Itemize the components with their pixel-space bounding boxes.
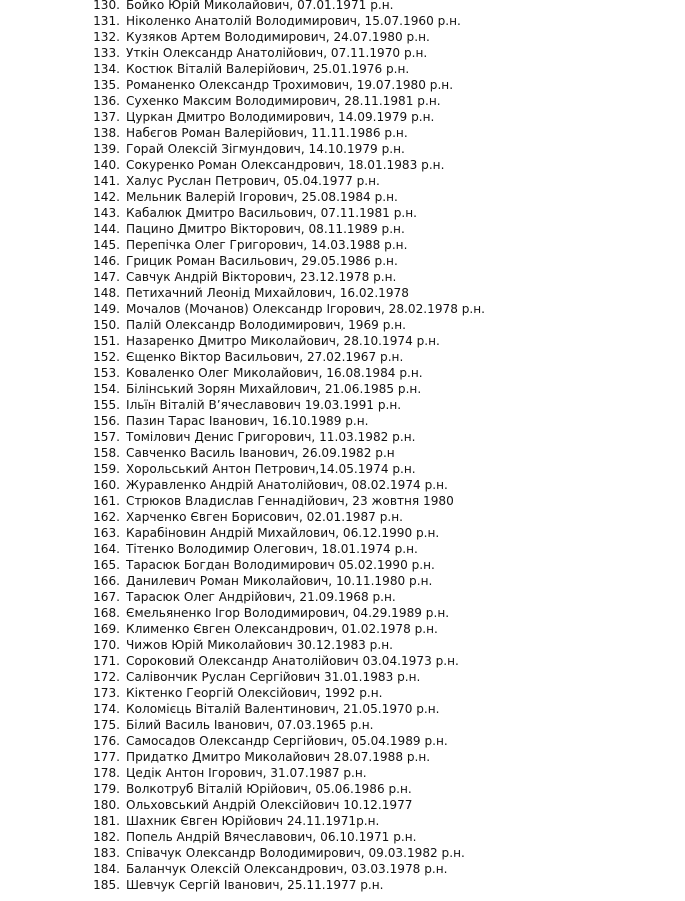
item-number: 143. bbox=[93, 206, 120, 220]
item-text: Чижов Юрій Миколайович 30.12.1983 р.н. bbox=[126, 638, 393, 652]
item-number: 151. bbox=[93, 334, 120, 348]
item-text: Пацино Дмитро Вікторович, 08.11.1989 р.н. bbox=[126, 222, 405, 236]
item-text: Палій Олександр Володимирович, 1969 р.н. bbox=[126, 318, 406, 332]
item-number: 176. bbox=[93, 734, 120, 748]
item-text: Цедік Антон Ігорович, 31.07.1987 р.н. bbox=[126, 766, 367, 780]
item-text: Цуркан Дмитро Володимирович, 14.09.1979 р.н. bbox=[126, 110, 435, 124]
item-number: 160. bbox=[93, 478, 120, 492]
item-number: 159. bbox=[93, 462, 120, 476]
item-text: Шахник Євген Юрійович 24.11.1971р.н. bbox=[126, 814, 380, 828]
item-text: Харченко Євген Борисович, 02.01.1987 р.н. bbox=[126, 510, 403, 524]
item-text: Савченко Василь Іванович, 26.09.1982 р.н bbox=[126, 446, 395, 460]
item-number: 168. bbox=[93, 606, 120, 620]
item-text: Кіктенко Георгій Олексійович, 1992 р.н. bbox=[126, 686, 383, 700]
item-number: 167. bbox=[93, 590, 120, 604]
item-text: Єщенко Віктор Васильович, 27.02.1967 р.н. bbox=[126, 350, 404, 364]
item-text: Халус Руслан Петрович, 05.04.1977 р.н. bbox=[126, 174, 380, 188]
item-number: 146. bbox=[93, 254, 120, 268]
item-number: 181. bbox=[93, 814, 120, 828]
item-number: 141. bbox=[93, 174, 120, 188]
item-number: 134. bbox=[93, 62, 120, 76]
item-number: 185. bbox=[93, 878, 120, 892]
item-number: 166. bbox=[93, 574, 120, 588]
item-number: 172. bbox=[93, 670, 120, 684]
item-number: 183. bbox=[93, 846, 120, 860]
item-number: 157. bbox=[93, 430, 120, 444]
item-number: 148. bbox=[93, 286, 120, 300]
item-number: 145. bbox=[93, 238, 120, 252]
item-text: Кабалюк Дмитро Васильович, 07.11.1981 р.н. bbox=[126, 206, 417, 220]
item-text: Грицик Роман Васильович, 29.05.1986 р.н. bbox=[126, 254, 398, 268]
item-text: Ємельяненко Ігор Володимирович, 04.29.1989 р.н. bbox=[126, 606, 450, 620]
item-number: 132. bbox=[93, 30, 120, 44]
item-number: 130. bbox=[93, 0, 120, 12]
item-text: Сороковий Олександр Анатолійович 03.04.1973 р.н. bbox=[126, 654, 459, 668]
item-number: 150. bbox=[93, 318, 120, 332]
item-number: 177. bbox=[93, 750, 120, 764]
item-text: Тітенко Володимир Олегович, 18.01.1974 р.н. bbox=[126, 542, 418, 556]
item-number: 137. bbox=[93, 110, 120, 124]
item-text: Бойко Юрій Миколайович, 07.01.1971 р.н. bbox=[126, 0, 394, 12]
item-number: 164. bbox=[93, 542, 120, 556]
item-number: 154. bbox=[93, 382, 120, 396]
item-text: Білий Василь Іванович, 07.03.1965 р.н. bbox=[126, 718, 374, 732]
item-text: Самосадов Олександр Сергійович, 05.04.1989 р.н. bbox=[126, 734, 448, 748]
item-text: Горай Олексій Зігмундович, 14.10.1979 р.н. bbox=[126, 142, 405, 156]
item-text: Перепічка Олег Григорович, 14.03.1988 р.н. bbox=[126, 238, 408, 252]
item-number: 131. bbox=[93, 14, 120, 28]
item-number: 178. bbox=[93, 766, 120, 780]
item-text: Клименко Євген Олександрович, 01.02.1978 р.н. bbox=[126, 622, 438, 636]
item-number: 169. bbox=[93, 622, 120, 636]
item-text: Савчук Андрій Вікторович, 23.12.1978 р.н. bbox=[126, 270, 397, 284]
item-text: Сухенко Максим Володимирович, 28.11.1981 р.н. bbox=[126, 94, 441, 108]
item-number: 138. bbox=[93, 126, 120, 140]
item-text: Сокуренко Роман Олександрович, 18.01.1983 р.н. bbox=[126, 158, 445, 172]
item-number: 173. bbox=[93, 686, 120, 700]
item-text: Кузяков Артем Володимирович, 24.07.1980 р.н. bbox=[126, 30, 430, 44]
item-number: 144. bbox=[93, 222, 120, 236]
item-number: 158. bbox=[93, 446, 120, 460]
item-number: 135. bbox=[93, 78, 120, 92]
item-number: 163. bbox=[93, 526, 120, 540]
item-text: Журавленко Андрій Анатолійович, 08.02.1974 р.н. bbox=[126, 478, 448, 492]
item-text: Пазин Тарас Іванович, 16.10.1989 р.н. bbox=[126, 414, 369, 428]
item-number: 156. bbox=[93, 414, 120, 428]
item-text: Уткін Олександр Анатолійович, 07.11.1970 р.н. bbox=[126, 46, 428, 60]
item-number: 170. bbox=[93, 638, 120, 652]
item-text: Хорольський Антон Петрович,14.05.1974 р.н. bbox=[126, 462, 416, 476]
item-text: Коваленко Олег Миколайович, 16.08.1984 р.н. bbox=[126, 366, 423, 380]
item-text: Шевчук Сергій Іванович, 25.11.1977 р.н. bbox=[126, 878, 384, 892]
item-text: Придатко Дмитро Миколайович 28.07.1988 р.н. bbox=[126, 750, 431, 764]
item-text: Карабіновин Андрій Михайлович, 06.12.1990 р.н. bbox=[126, 526, 440, 540]
item-text: Попель Андрій Вячеславович, 06.10.1971 р.н. bbox=[126, 830, 417, 844]
item-number: 184. bbox=[93, 862, 120, 876]
item-number: 152. bbox=[93, 350, 120, 364]
item-number: 162. bbox=[93, 510, 120, 524]
item-text: Салівончик Руслан Сергійович 31.01.1983 р.н. bbox=[126, 670, 421, 684]
item-text: Співачук Олександр Володимирович, 09.03.1982 р.н. bbox=[126, 846, 465, 860]
item-text: Ольховський Андрій Олексійович 10.12.1977 bbox=[126, 798, 413, 812]
item-text: Тарасюк Олег Андрійович, 21.09.1968 р.н. bbox=[126, 590, 396, 604]
item-text: Білінський Зорян Михайлович, 21.06.1985 р.н. bbox=[126, 382, 422, 396]
item-text: Мочалов (Мочанов) Олександр Ігорович, 28.02.1978 р.н. bbox=[126, 302, 486, 316]
item-number: 139. bbox=[93, 142, 120, 156]
item-text: Коломієць Віталій Валентинович, 21.05.1970 р.н. bbox=[126, 702, 440, 716]
item-text: Волкотруб Віталій Юрійович, 05.06.1986 р.н. bbox=[126, 782, 412, 796]
item-text: Ільїн Віталій В’ячеславович 19.03.1991 р.н. bbox=[126, 398, 402, 412]
item-text: Мельник Валерій Ігорович, 25.08.1984 р.н. bbox=[126, 190, 398, 204]
item-text: Назаренко Дмитро Миколайович, 28.10.1974 р.н. bbox=[126, 334, 440, 348]
item-text: Ніколенко Анатолій Володимирович, 15.07.1960 р.н. bbox=[126, 14, 461, 28]
item-number: 140. bbox=[93, 158, 120, 172]
item-number: 180. bbox=[93, 798, 120, 812]
item-number: 133. bbox=[93, 46, 120, 60]
item-number: 153. bbox=[93, 366, 120, 380]
item-number: 175. bbox=[93, 718, 120, 732]
item-text: Баланчук Олексій Олександрович, 03.03.1978 р.н. bbox=[126, 862, 448, 876]
item-number: 147. bbox=[93, 270, 120, 284]
item-number: 149. bbox=[93, 302, 120, 316]
item-text: Костюк Віталій Валерійович, 25.01.1976 р.н. bbox=[126, 62, 410, 76]
item-number: 165. bbox=[93, 558, 120, 572]
item-number: 171. bbox=[93, 654, 120, 668]
item-text: Набєгов Роман Валерійович, 11.11.1986 р.н. bbox=[126, 126, 408, 140]
item-number: 174. bbox=[93, 702, 120, 716]
item-text: Тарасюк Богдан Володимирович 05.02.1990 р.н. bbox=[126, 558, 435, 572]
item-text: Данилевич Роман Миколайович, 10.11.1980 р.н. bbox=[126, 574, 433, 588]
item-text: Томілович Денис Григорович, 11.03.1982 р.н. bbox=[126, 430, 416, 444]
item-number: 142. bbox=[93, 190, 120, 204]
item-text: Романенко Олександр Трохимович, 19.07.1980 р.н. bbox=[126, 78, 454, 92]
item-number: 182. bbox=[93, 830, 120, 844]
item-text: Стрюков Владислав Геннадійович, 23 жовтня 1980 bbox=[126, 494, 454, 508]
item-number: 155. bbox=[93, 398, 120, 412]
item-number: 136. bbox=[93, 94, 120, 108]
item-number: 179. bbox=[93, 782, 120, 796]
item-text: Петихачний Леонід Михайлович, 16.02.1978 bbox=[126, 286, 409, 300]
item-number: 161. bbox=[93, 494, 120, 508]
